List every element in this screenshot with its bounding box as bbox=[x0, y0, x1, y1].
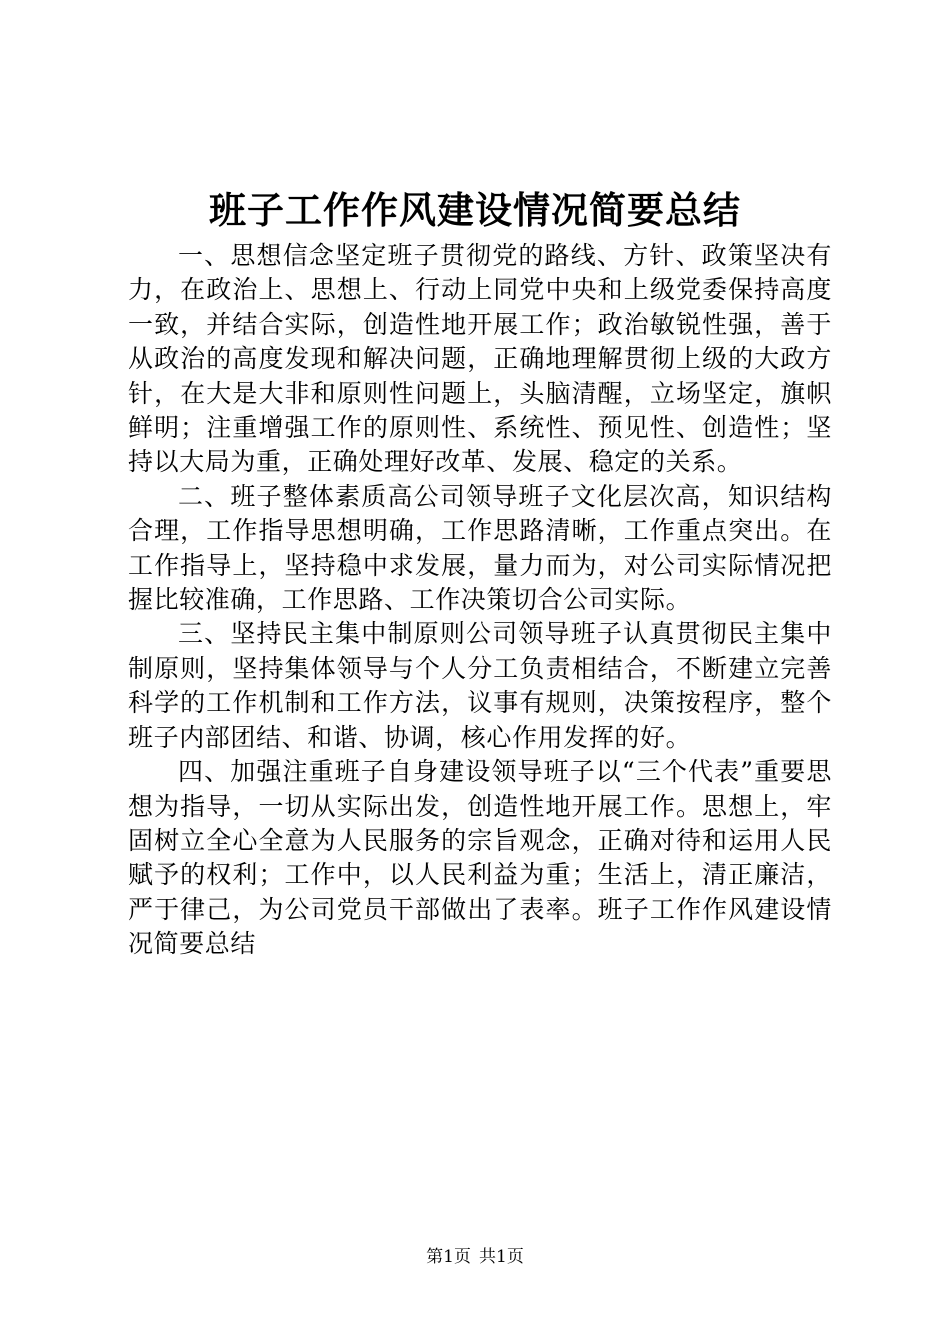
document-title: 班子工作作风建设情况简要总结 bbox=[209, 188, 741, 232]
paragraph-3: 三、坚持民主集中制原则公司领导班子认真贯彻民主集中制原则，坚持集体领导与个人分工负责相结合，不断建立完善科学的工作机制和工作方法，议事有规则，决策按程序，整个班子内部团结、和谐、协调，核心作用发挥的好。 bbox=[128, 619, 832, 752]
paragraph-4: 四、加强注重班子自身建设领导班子以“三个代表”重要思想为指导，一切从实际出发，创造性地开展工作。思想上，牢固树立全心全意为人民服务的宗旨观念，正确对待和运用人民赋予的权利；工作中，以人民利益为重；生活上，清正廉洁，严于律己，为公司党员干部做出了表率。班子工作作风建设情况简要总结 bbox=[128, 757, 832, 959]
document-body bbox=[128, 239, 832, 962]
paragraph-2: 二、班子整体素质高公司领导班子文化层次高，知识结构合理，工作指导思想明确，工作思路清晰，工作重点突出。在工作指导上，坚持稳中求发展，量力而为，对公司实际情况把握比较准确，工作思路、工作决策切合公司实际。 bbox=[128, 481, 832, 615]
page-total: 共1页 bbox=[479, 1247, 524, 1267]
page-footer bbox=[0, 1246, 950, 1268]
paragraph-1: 一、思想信念坚定班子贯彻党的路线、方针、政策坚决有力，在政治上、思想上、行动上同党中央和上级党委保持高度一致，并结合实际，创造性地开展工作；政治敏锐性强，善于从政治的高度发现和解决问题，正确地理解贯彻上级的大政方针，在大是大非和原则性问题上，头脑清醒，立场坚定，旗帜鲜明；注重增强工作的原则性、系统性、预见性、创造性；坚持以大局为重，正确处理好改革、发展、稳定的关系。 bbox=[128, 241, 832, 477]
page-number: 第1页 bbox=[426, 1247, 471, 1267]
